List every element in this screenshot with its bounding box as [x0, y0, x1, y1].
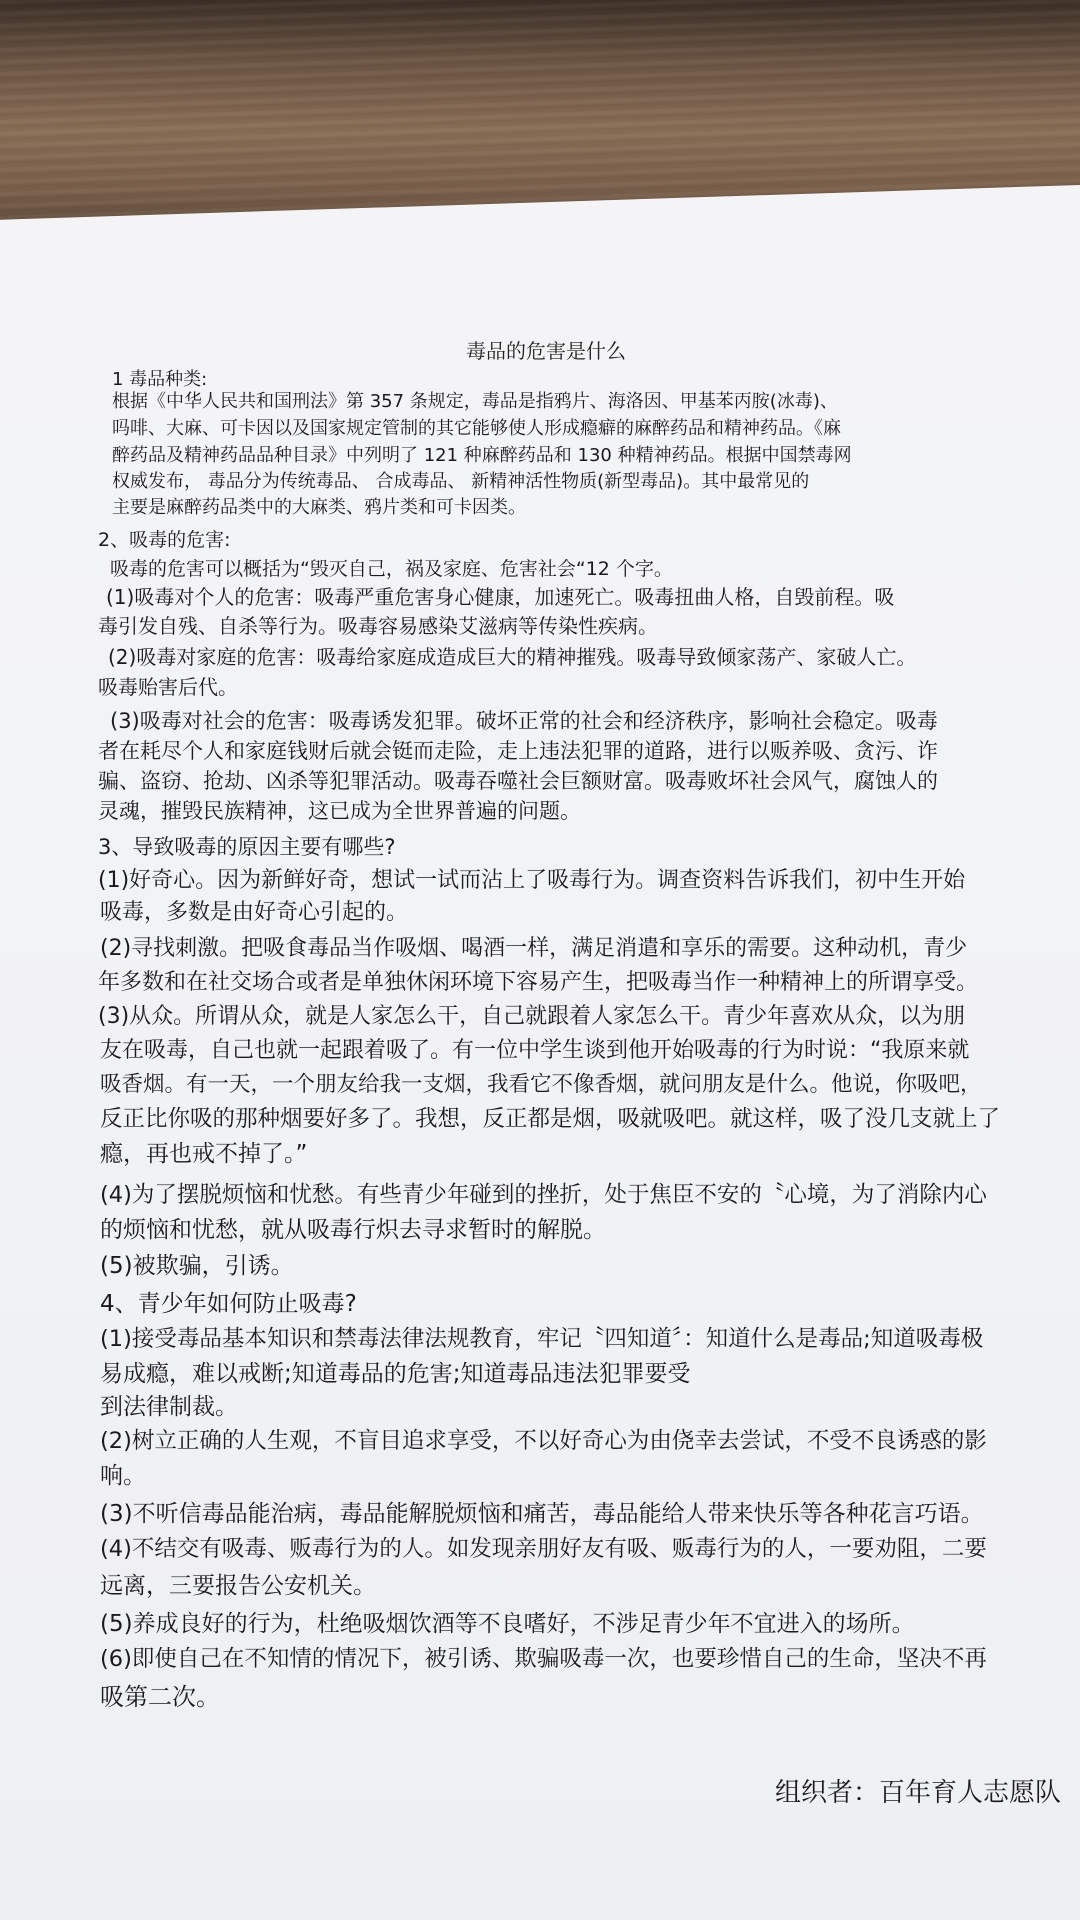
text-line: 吸香烟。有一天，一个朋友给我一支烟，我看它不像香烟，就问朋友是什么。他说，你吸吧， [100, 1072, 982, 1097]
text-line: 权威发布， 毒品分为传统毒品、 合成毒品、 新精神活性物质(新型毒品)。其中最常见的 [112, 471, 810, 492]
text-line: 瘾，再也戒不掉了。” [100, 1141, 308, 1167]
text-line: (1)接受毒品基本知识和禁毒法律法规教育，牢记〝四知道〞：知道什么是毒品;知道吸毒极 [100, 1326, 984, 1352]
text-line: 友在吸毒，自己也就一起跟着吸了。有一位中学生谈到他开始吸毒的行为时说：“我原来就 [100, 1038, 970, 1063]
text-line: (1)吸毒对个人的危害：吸毒严重危害身心健康，加速死亡。吸毒扭曲人格，自毁前程。吸 [106, 585, 895, 609]
text-line: 的烦恼和忧愁，就从吸毒行炽去寻求暂时的解脱。 [100, 1217, 606, 1243]
text-line: (2)树立正确的人生观，不盲目追求享受，不以好奇心为由侥幸去尝试，不受不良诱惑的影 [100, 1428, 987, 1454]
text-line: 者在耗尽个人和家庭钱财后就会铤而走险，走上违法犯罪的道路，进行以贩养吸、贪污、诈 [98, 739, 938, 763]
text-line: (5)养成良好的行为，杜绝吸烟饮酒等不良嗜好，不涉足青少年不宜进入的场所。 [100, 1611, 915, 1637]
text-line: 灵魂，摧毁民族精神，这已成为全世界普遍的问题。 [98, 799, 581, 823]
text-line: (3)从众。所谓从众，就是人家怎么干，自己就跟着人家怎么干。青少年喜欢从众，以为朋 [98, 1004, 966, 1029]
text-line: 主要是麻醉药品类中的大麻类、鸦片类和可卡因类。 [112, 497, 526, 518]
text-line: 易成瘾，难以戒断;知道毒品的危害;知道毒品违法犯罪要受 [100, 1361, 691, 1387]
text-line: 毒引发自残、自杀等行为。吸毒容易感染艾滋病等传染性疾病。 [98, 614, 658, 638]
text-line: 反正比你吸的那种烟要好多了。我想，反正都是烟，吸就吸吧。就这样，吸了没几支就上了 [100, 1106, 1001, 1132]
text-line: (1)好奇心。因为新鲜好奇，想试一试而沾上了吸毒行为。调查资料告诉我们，初中生开始 [98, 868, 966, 893]
text-line: (3)不听信毒品能治病，毒品能解脱烦恼和痛苦，毒品能给人带来快乐等各种花言巧语。 [100, 1501, 984, 1527]
text-line: 根据《中华人民共和国刑法》第 357 条规定，毒品是指鸦片、海洛因、甲基苯丙胺(冰毒)、 [112, 391, 838, 412]
text-line: 醉药品及精神药品品种目录》中列明了 121 种麻醉药品和 130 种精神药品。根据中国禁毒网 [112, 445, 852, 466]
text-line: 吸毒，多数是由好奇心引起的。 [100, 900, 409, 925]
text-line: 骗、盗窃、抢劫、凶杀等犯罪活动。吸毒吞噬社会巨额财富。吸毒败坏社会风气，腐蚀人的 [98, 769, 938, 793]
text-line: 吸第二次。 [100, 1683, 220, 1711]
text-line: 3、导致吸毒的原因主要有哪些? [98, 835, 396, 859]
text-line: (4)不结交有吸毒、贩毒行为的人。如发现亲朋好友有吸、贩毒行为的人，一要劝阻，二要 [100, 1536, 987, 1562]
text-line: (5)被欺骗，引诱。 [100, 1253, 294, 1279]
text-line: 响。 [100, 1463, 146, 1489]
text-line: (2)寻找刺激。把吸食毒品当作吸烟、喝酒一样，满足消遣和享乐的需要。这种动机，青少 [100, 936, 968, 961]
text-line: (2)吸毒对家庭的危害：吸毒给家庭成造成巨大的精神摧残。吸毒导致倾家荡产、家破人亡。 [108, 645, 917, 669]
text-line: (6)即使自己在不知情的情况下，被引诱、欺骗吸毒一次，也要珍惜自己的生命，坚决不再 [100, 1646, 987, 1672]
text-line: 吸毒贻害后代。 [98, 675, 238, 699]
text-line: 1 毒品种类: [112, 369, 208, 390]
text-line: 吗啡、大麻、可卡因以及国家规定管制的其它能够使人形成瘾癖的麻醉药品和精神药品。《麻 [112, 418, 841, 439]
text-line: 远离，三要报告公安机关。 [100, 1573, 376, 1599]
text-line: (3)吸毒对社会的危害：吸毒诱发犯罪。破坏正常的社会和经济秩序，影响社会稳定。吸毒 [110, 709, 938, 733]
text-line: (4)为了摆脱烦恼和忧愁。有些青少年碰到的挫折，处于焦臣不安的〝心境，为了消除内心 [100, 1182, 987, 1208]
text-line: 2、吸毒的危害: [98, 529, 231, 551]
document-title: 毒品的危害是什么 [466, 339, 626, 363]
text-line: 吸毒的危害可以概括为“毁灭自己，祸及家庭、危害社会“12 个字。 [110, 558, 673, 580]
organizer-signature: 组织者：百年育人志愿队 [775, 1778, 1062, 1808]
text-line: 4、青少年如何防止吸毒? [100, 1291, 357, 1317]
text-line: 年多数和在社交场合或者是单独休闲环境下容易产生，把吸毒当作一种精神上的所谓享受。 [98, 970, 979, 995]
text-line: 到法律制裁。 [100, 1394, 238, 1420]
